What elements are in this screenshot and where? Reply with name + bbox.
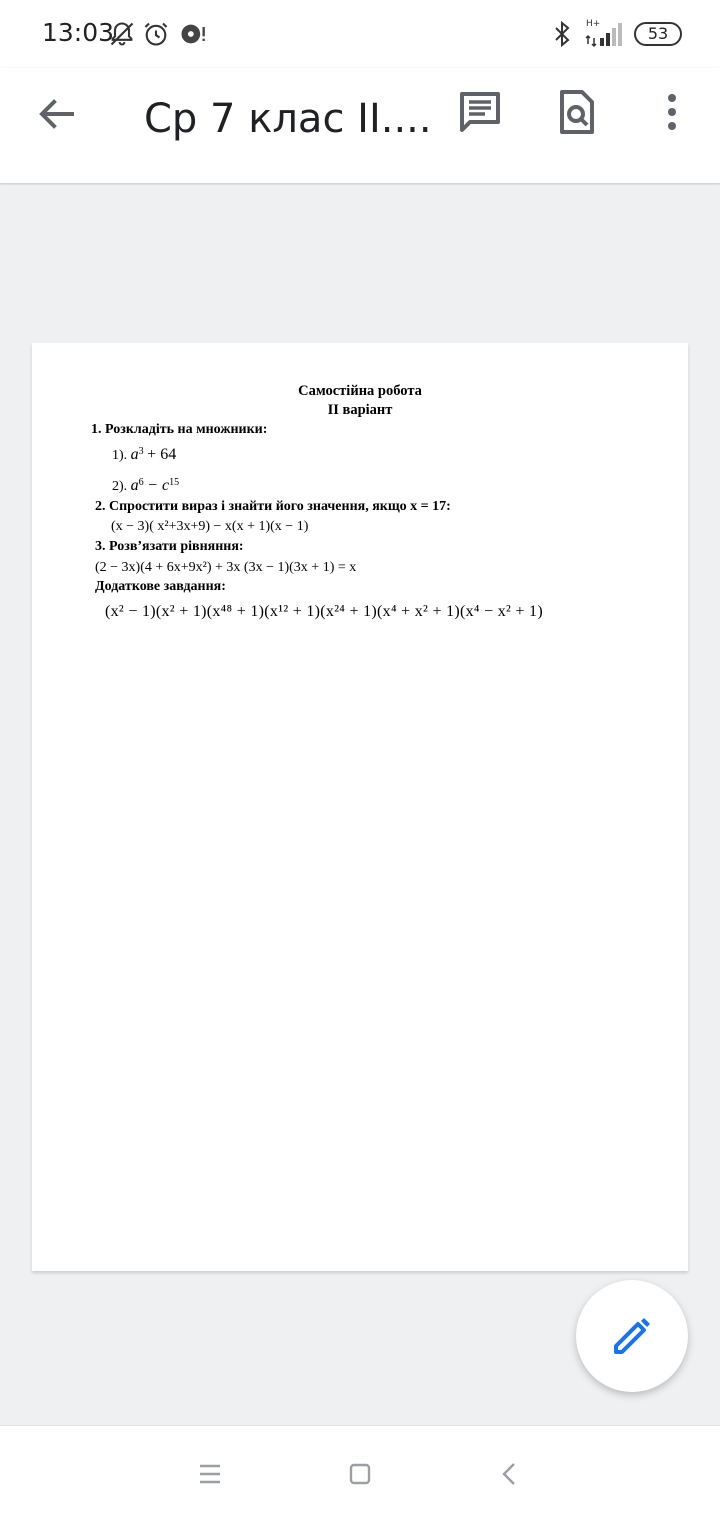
extra-task-heading: Додаткове завдання:	[95, 579, 226, 594]
task1-item2-num: 2).	[112, 479, 128, 494]
task2-expression: (x − 3)( x²+3x+9) − x(x + 1)(x − 1)	[111, 519, 309, 534]
alarm-icon	[142, 20, 170, 48]
back-nav-button[interactable]	[490, 1456, 530, 1492]
task1-item1-exp: 3	[138, 446, 144, 457]
document-title: Ср 7 клас II....	[144, 96, 432, 142]
task1-item1-rest: + 64	[147, 446, 177, 463]
muted-bell-icon	[108, 20, 136, 48]
comment-icon	[456, 88, 504, 136]
arrow-left-icon	[32, 90, 80, 138]
app-bar	[0, 68, 720, 184]
bluetooth-icon	[550, 20, 574, 48]
find-in-document-button[interactable]	[552, 88, 600, 136]
task1-item1-base: a	[130, 446, 139, 463]
edit-fab-button[interactable]	[576, 1280, 688, 1392]
comments-button[interactable]	[456, 88, 504, 136]
home-nav-button[interactable]	[340, 1456, 380, 1492]
chevron-left-icon	[490, 1456, 530, 1492]
system-nav-bar	[0, 1425, 720, 1520]
document-viewer[interactable]	[0, 185, 720, 1425]
task1-item2-base: a	[130, 477, 139, 494]
network-type: H+	[586, 19, 601, 29]
task1-item1	[112, 446, 176, 464]
find-in-doc-icon	[552, 88, 600, 136]
pencil-icon	[610, 1314, 654, 1358]
task1-heading: 1. Розкладіть на множники:	[91, 422, 268, 437]
status-time: 13:03	[42, 18, 115, 47]
doc-heading: Самостійна робота	[298, 383, 422, 399]
more-vertical-icon	[648, 88, 696, 136]
menu-icon	[190, 1456, 230, 1492]
back-button[interactable]	[32, 90, 80, 138]
task1-item2-exp2: 15	[169, 477, 180, 488]
more-options-button[interactable]	[648, 88, 696, 136]
document-page	[32, 343, 688, 1271]
task3-expression: (2 − 3x)(4 + 6x+9x²) + 3x (3x − 1)(3x + 1) = x	[95, 560, 357, 575]
home-square-icon	[340, 1456, 380, 1492]
task1-item2	[112, 477, 179, 495]
extra-task-expression: (x² − 1)(x² + 1)(x⁴⁸ + 1)(x¹² + 1)(x²⁴ + 1)(x⁴ + x² + 1)(x⁴ − x² + 1)	[105, 603, 543, 620]
task1-item1-num: 1).	[112, 448, 128, 463]
sync-disc-icon	[178, 20, 206, 48]
task3-heading: 3. Розв’язати рівняння:	[95, 539, 244, 554]
task1-item2-exp: 6	[138, 477, 144, 488]
task1-item2-op: − c	[147, 477, 170, 494]
menu-nav-button[interactable]	[190, 1456, 230, 1492]
battery-indicator: 53	[634, 22, 682, 46]
task2-heading: 2. Спростити вираз і знайти його значення, якщо x = 17:	[95, 499, 451, 514]
signal-icon	[584, 20, 624, 48]
doc-variant: II варіант	[327, 402, 393, 418]
status-bar	[0, 0, 720, 68]
